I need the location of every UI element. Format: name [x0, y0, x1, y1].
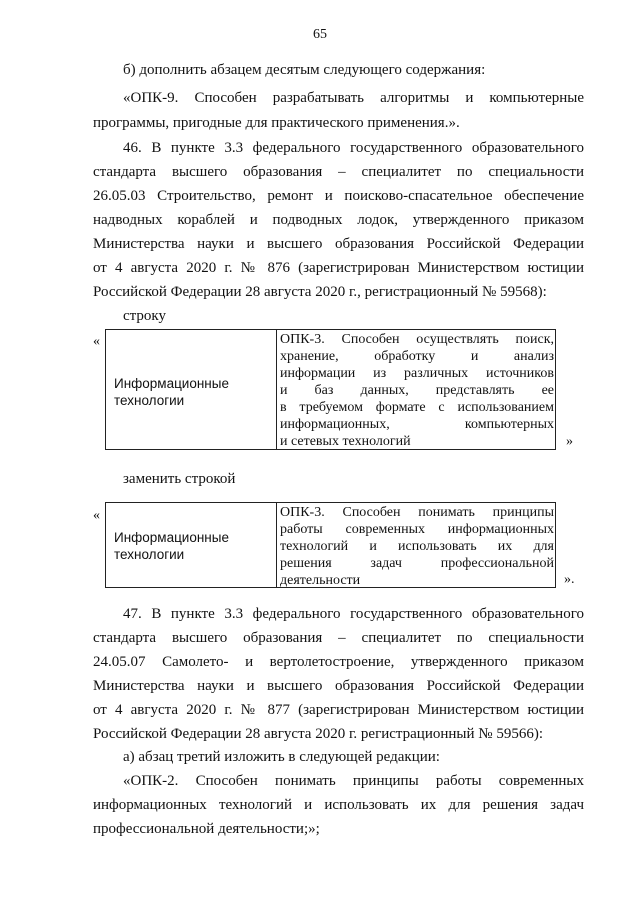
- item47-line: Министерства науки и высшего образования Российской Федерации: [93, 678, 584, 694]
- old-table-right-line: и баз данных, представлять ее: [280, 383, 554, 398]
- item47-quote-line: информационных технологий и использовать их для решения задач: [93, 797, 584, 813]
- replace-label: заменить строкой: [123, 471, 236, 487]
- old-table-right-line: и сетевых технологий: [280, 434, 411, 449]
- table-divider: [276, 330, 277, 449]
- item46-line: Российской Федерации 28 августа 2020 г., регистрационный № 59568):: [93, 284, 547, 300]
- new-table-left-cell: [114, 529, 269, 563]
- old-table-right-line: информационных, компьютерных: [280, 417, 554, 432]
- section-b-quote-line: «ОПК-9. Способен разрабатывать алгоритмы и компьютерные: [123, 90, 584, 106]
- left-cell-line: Информационные: [114, 530, 229, 545]
- close-quote: ».: [564, 572, 575, 587]
- item46-line: от 4 августа 2020 г. № 876 (зарегистрирован Министерством юстиции: [93, 260, 584, 276]
- table-divider: [276, 503, 277, 587]
- new-table: [105, 502, 556, 588]
- item47-line: стандарта высшего образования – специалитет по специальности: [93, 630, 584, 646]
- section-b-heading: б) дополнить абзацем десятым следующего содержания:: [123, 62, 486, 78]
- open-quote: «: [93, 334, 100, 349]
- item47-line: 47. В пункте 3.3 федерального государственного образовательного: [123, 606, 584, 622]
- new-table-right-line: решения задач профессиональной: [280, 556, 554, 571]
- item47-line: 24.05.07 Самолето- и вертолетостроение, утвержденного приказом: [93, 654, 584, 670]
- item46-line: 46. В пункте 3.3 федерального государственного образовательного: [123, 140, 584, 156]
- item47-sub-a: а) абзац третий изложить в следующей редакции:: [123, 749, 440, 765]
- item47-quote-line: профессиональной деятельности;»;: [93, 821, 320, 837]
- new-table-right-line: технологий и использовать их для: [280, 539, 554, 554]
- left-cell-line: Информационные: [114, 376, 229, 391]
- old-table-left-cell: [114, 375, 269, 409]
- new-table-right-line: ОПК-3. Способен понимать принципы: [280, 505, 554, 520]
- left-cell-line: технологии: [114, 547, 185, 562]
- item46-line: надводных кораблей и подводных лодок, утвержденного приказом: [93, 212, 584, 228]
- left-cell-line: технологии: [114, 393, 185, 408]
- old-table-right-line: информации из различных источников: [280, 366, 554, 381]
- new-table-right-line: деятельности: [280, 573, 361, 588]
- item47-line: Российской Федерации 28 августа 2020 г. регистрационный № 59566):: [93, 726, 543, 742]
- section-b-quote-line: программы, пригодные для практического применения.».: [93, 115, 460, 131]
- new-table-right-line: работы современных информационных: [280, 522, 554, 537]
- item47-quote-line: «ОПК-2. Способен понимать принципы работы современных: [123, 773, 584, 789]
- row-label: строку: [123, 308, 166, 324]
- old-table-right-line: ОПК-3. Способен осуществлять поиск,: [280, 332, 554, 347]
- item46-line: Министерства науки и высшего образования Российской Федерации: [93, 236, 584, 252]
- item46-line: стандарта высшего образования – специалитет по специальности: [93, 164, 584, 180]
- old-table: [105, 329, 556, 450]
- item47-line: от 4 августа 2020 г. № 877 (зарегистрирован Министерством юстиции: [93, 702, 584, 718]
- item46-line: 26.05.03 Строительство, ремонт и поисково-спасательное обеспечение: [93, 188, 584, 204]
- page-number: 65: [313, 27, 327, 42]
- open-quote: «: [93, 508, 100, 523]
- close-quote: »: [566, 434, 573, 449]
- old-table-right-line: хранение, обработку и анализ: [280, 349, 554, 364]
- old-table-right-line: в требуемом формате с использованием: [280, 400, 554, 415]
